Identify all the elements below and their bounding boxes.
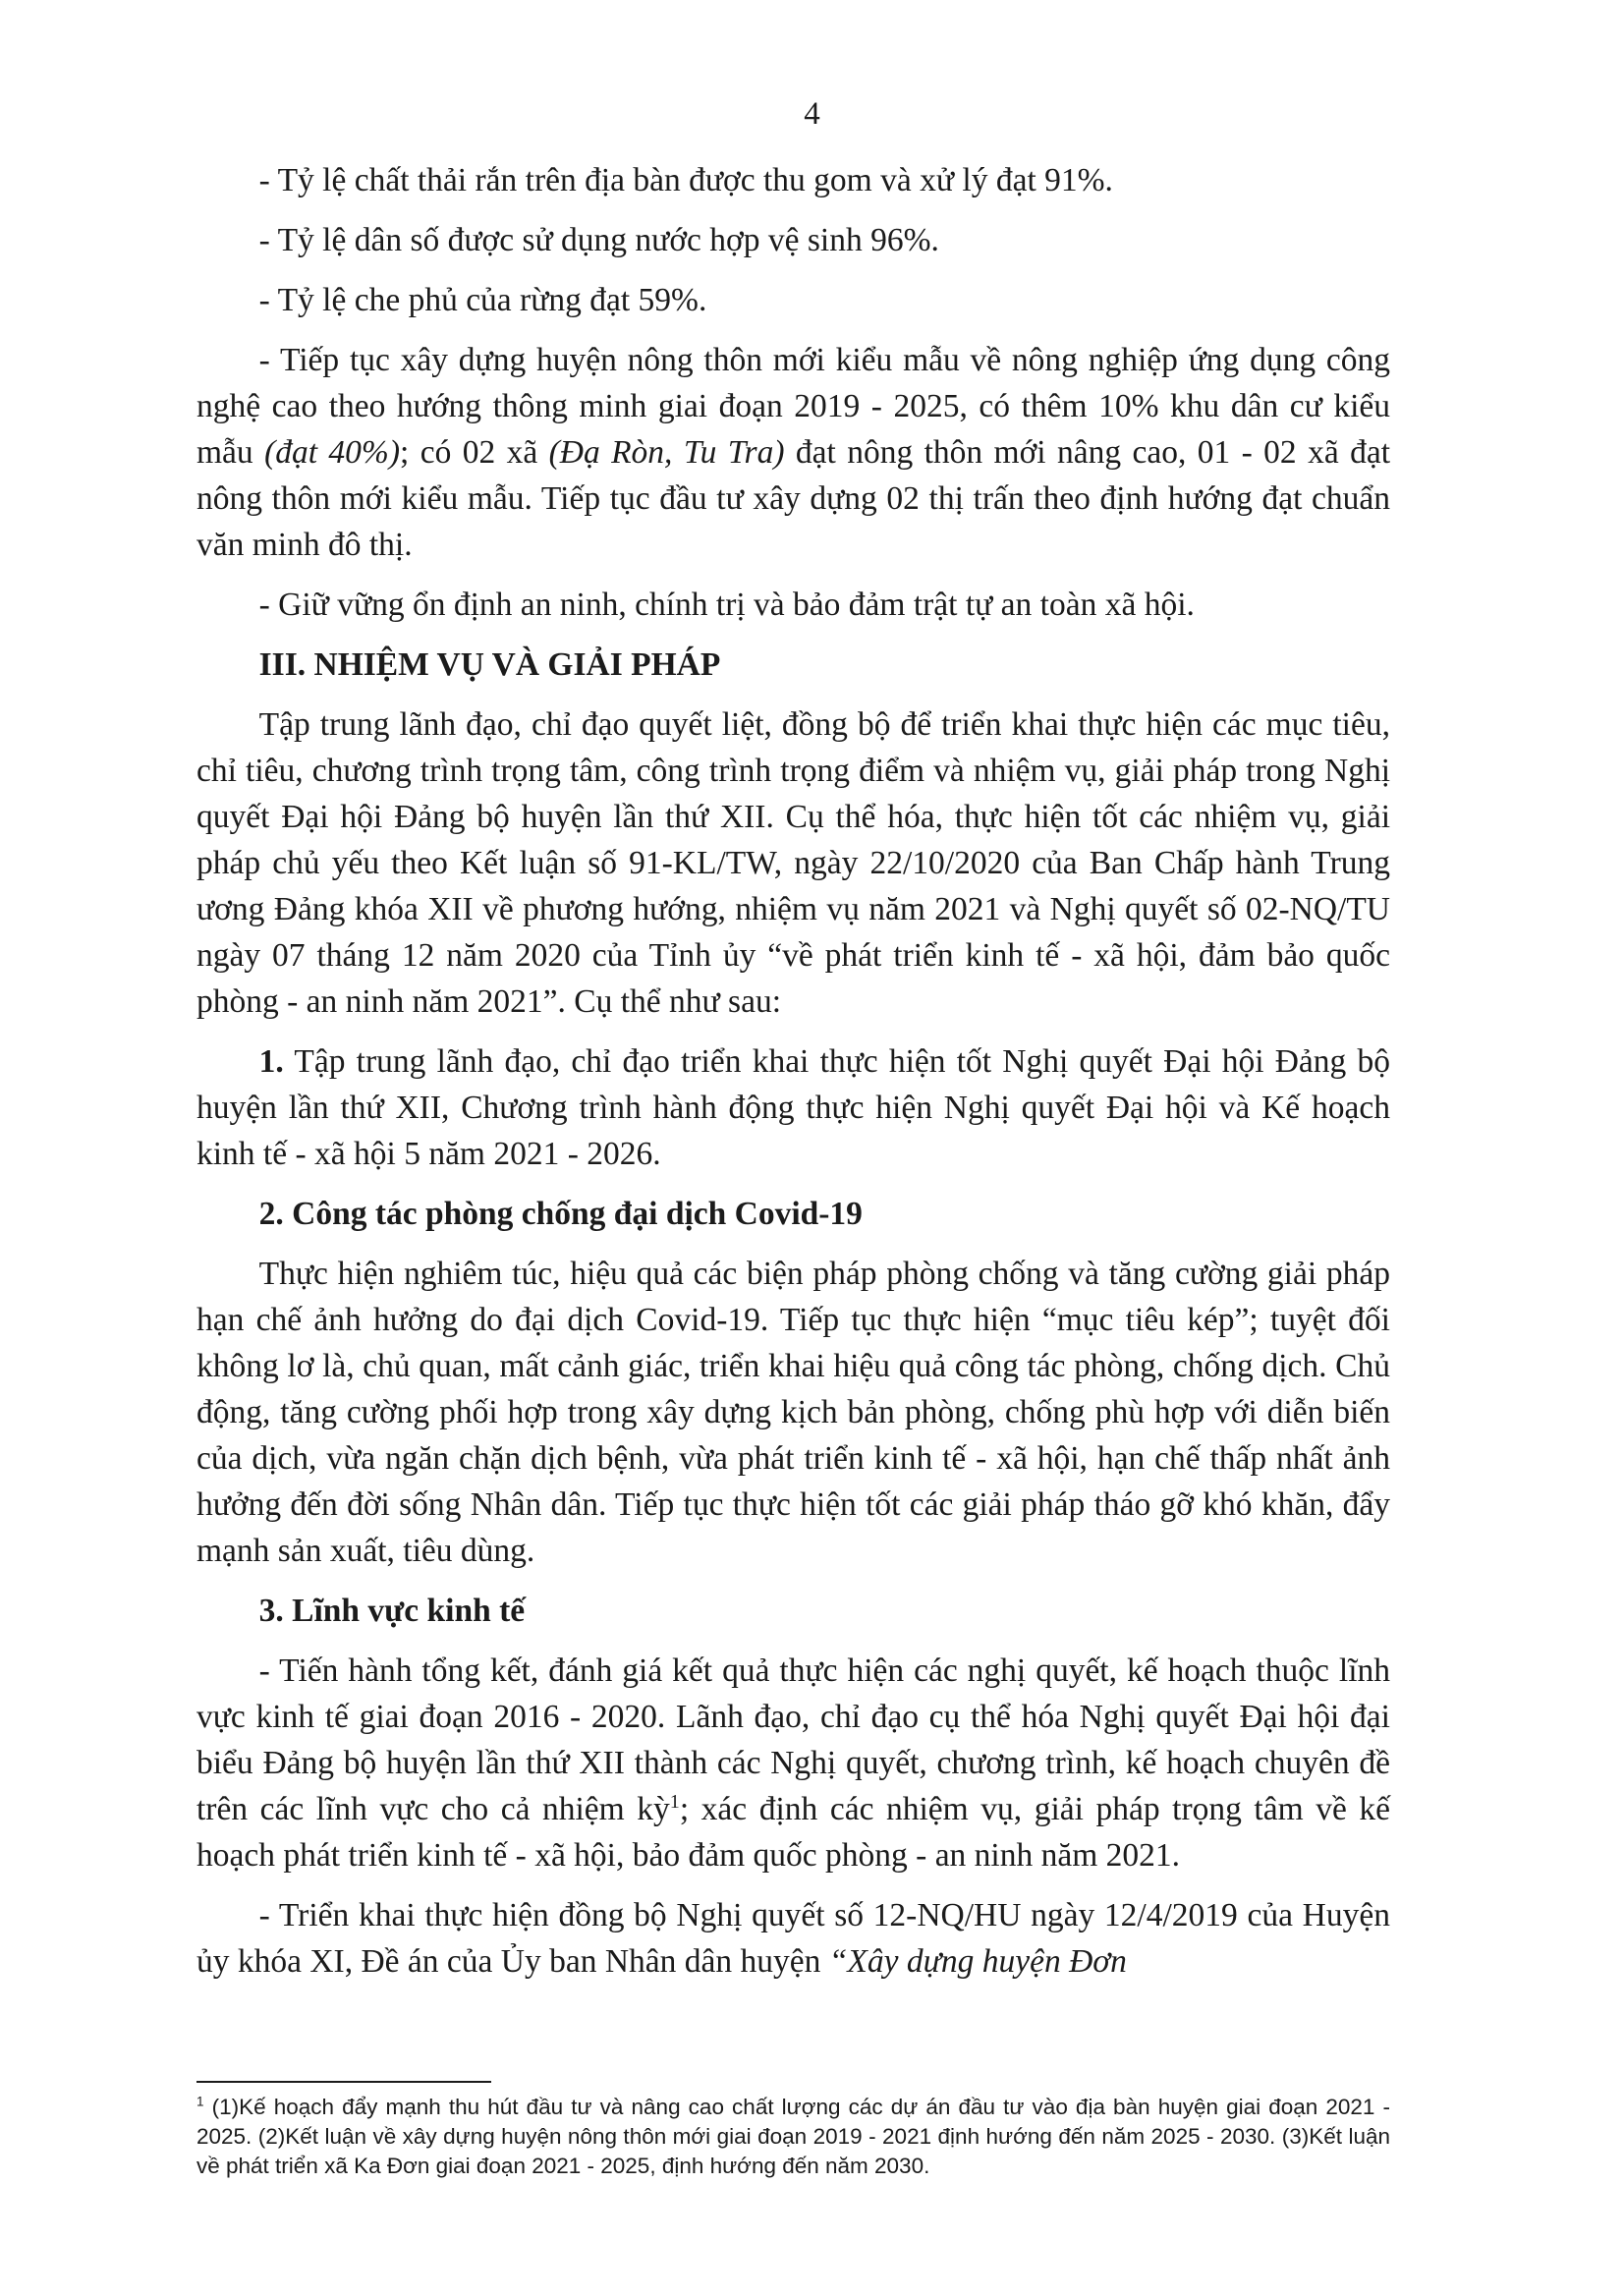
italic-run: (đạt 40%): [264, 434, 400, 471]
text-run: ; có 02 xã: [400, 434, 549, 471]
section-heading-2: 2. Công tác phòng chống đại dịch Covid-19: [258, 1196, 863, 1232]
bullet-nong-thon-moi: [196, 337, 1390, 568]
paragraph-intro: Tập trung lãnh đạo, chỉ đạo quyết liệt, đồng bộ để triển khai thực hiện các mục tiêu, chỉ tiêu, chương trình trọng tâm, công trình trọng điểm và nhiệm vụ, giải pháp trong Nghị quyết Đại hội Đảng bộ huyện lần thứ XII. Cụ thể hóa, thực hiện tốt các nhiệm vụ, giải pháp chủ yếu theo Kết luận số 91-KL/TW, ngày 22/10/2020 của Ban Chấp hành Trung ương Đảng khóa XII về phương hướng, nhiệm vụ năm 2021 và Nghị quyết số 02-NQ/TU ngày 07 tháng 12 năm 2020 của Tỉnh ủy “về phát triển kinh tế - xã hội, đảm bảo quốc phòng - an ninh năm 2021”. Cụ thể như sau:: [196, 706, 1390, 1020]
section-heading-iii: III. NHIỆM VỤ VÀ GIẢI PHÁP: [258, 646, 721, 683]
bullet-an-ninh: - Giữ vững ổn định an ninh, chính trị và bảo đảm trật tự an toàn xã hội.: [258, 587, 1195, 623]
bullet-chat-thai: - Tỷ lệ chất thải rắn trên địa bàn được thu gom và xử lý đạt 91%.: [258, 162, 1113, 198]
footnote-marker: 1: [196, 2094, 204, 2109]
text-run: đạt nông thôn mới nâng cao, 01 - 02 xã đạt nông thôn mới kiểu mẫu. Tiếp tục đầu tư xây dựng 02 thị trấn theo định hướng đạt chuẩn văn minh đô thị.: [196, 434, 1391, 563]
italic-run: “Xây dựng huyện Đơn: [828, 1943, 1127, 1980]
italic-run: (Đạ Ròn, Tu Tra): [548, 434, 785, 471]
text-run: ; xác định các nhiệm vụ, giải pháp trọng tâm về kế hoạch phát triển kinh tế - xã hội, bảo đảm quốc phòng - an ninh năm 2021.: [196, 1791, 1390, 1874]
item-number: 1.: [258, 1043, 284, 1080]
item-1: [196, 1038, 1390, 1177]
paragraph-trien-khai: [196, 1892, 1390, 1985]
footnote-divider: [196, 2081, 491, 2083]
text-run: - Tiến hành tổng kết, đánh giá kết quả thực hiện các nghị quyết, kế hoạch thuộc lĩnh vực kinh tế giai đoạn 2016 - 2020. Lãnh đạo, chỉ đạo cụ thể hóa Nghị quyết Đại hội đại biểu Đảng bộ huyện lần thứ XII thành các Nghị quyết, chương trình, kế hoạch chuyên đề trên các lĩnh vực cho cả nhiệm kỳ: [196, 1652, 1390, 1827]
page-number: 4: [804, 96, 820, 132]
footnote: [196, 2093, 1390, 2181]
document-body: [196, 157, 1390, 1998]
paragraph-covid: Thực hiện nghiêm túc, hiệu quả các biện pháp phòng chống và tăng cường giải pháp hạn chế ảnh hưởng do đại dịch Covid-19. Tiếp tục thực hiện “mục tiêu kép”; tuyệt đối không lơ là, chủ quan, mất cảnh giác, triển khai hiệu quả công tác phòng, chống dịch. Chủ động, tăng cường phối hợp trong xây dựng kịch bản phòng, chống phù hợp với diễn biến của dịch, vừa ngăn chặn dịch bệnh, vừa phát triển kinh tế - xã hội, hạn chế thấp nhất ảnh hưởng đến đời sống Nhân dân. Tiếp tục thực hiện tốt các giải pháp tháo gỡ khó khăn, đẩy mạnh sản xuất, tiêu dùng.: [196, 1256, 1390, 1569]
footnote-text: (1)Kế hoạch đẩy mạnh thu hút đầu tư và nâng cao chất lượng các dự án đầu tư vào địa bàn huyện giai đoạn 2021 - 2025. (2)Kết luận về xây dựng huyện nông thôn mới giai đoạn 2019 - 2021 định hướng đến năm 2025 - 2030. (3)Kết luận về phát triển xã Ka Đơn giai đoạn 2021 - 2025, định hướng đến năm 2030.: [196, 2095, 1390, 2178]
section-heading-3: 3. Lĩnh vực kinh tế: [258, 1593, 526, 1629]
text-run: Tập trung lãnh đạo, chỉ đạo triển khai thực hiện tốt Nghị quyết Đại hội Đảng bộ huyện lần thứ XII, Chương trình hành động thực hiện Nghị quyết Đại hội và Kế hoạch kinh tế - xã hội 5 năm 2021 - 2026.: [196, 1043, 1390, 1172]
footnote-ref: 1: [669, 1790, 680, 1813]
bullet-che-phu-rung: - Tỷ lệ che phủ của rừng đạt 59%.: [258, 282, 707, 318]
paragraph-kinh-te: [196, 1648, 1390, 1878]
text-run: - Triển khai thực hiện đồng bộ Nghị quyết số 12-NQ/HU ngày 12/4/2019 của Huyện ủy khóa XI, Đề án của Ủy ban Nhân dân huyện: [196, 1897, 1390, 1980]
bullet-nuoc-sach: - Tỷ lệ dân số được sử dụng nước hợp vệ sinh 96%.: [258, 222, 939, 258]
text-run: - Tiếp tục xây dựng huyện nông thôn mới kiểu mẫu về nông nghiệp ứng dụng công nghệ cao theo hướng thông minh giai đoạn 2019 - 2025, có thêm 10% khu dân cư kiểu mẫu: [196, 342, 1390, 471]
